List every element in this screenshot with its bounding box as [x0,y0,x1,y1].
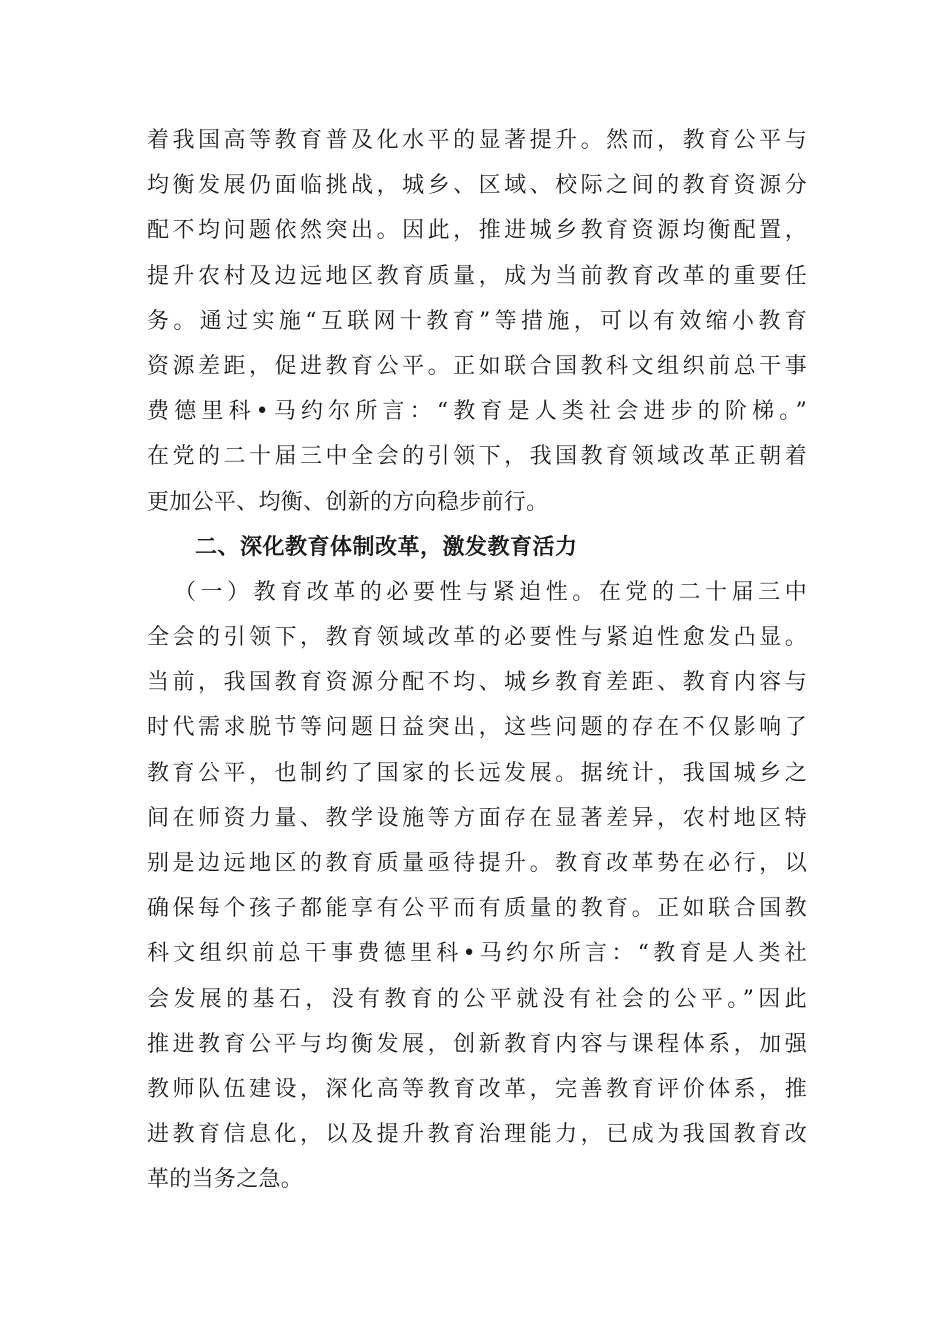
text-line: 间在师资力量、教学设施等方面存在显著差异，农村地区特 [147,805,807,831]
text-line: 更加公平、均衡、创新的方向稳步前行。 [147,489,549,515]
paragraph-1 [147,118,807,525]
text-line: （一）教育改革的必要性与紧迫性。在党的二十届三中 [174,579,807,605]
text-line: 推进教育公平与均衡发展，创新教育内容与课程体系，加强 [147,1031,807,1057]
text-line: 配不均问题依然突出。因此，推进城乡教育资源均衡配置， [147,218,807,244]
paragraph-2 [147,570,807,1203]
text-line: 进教育信息化，以及提升教育治理能力，已成为我国教育改 [147,1122,807,1148]
text-line: 均衡发展仍面临挑战，城乡、区域、校际之间的教育资源分 [147,173,807,199]
text-line: 会发展的基石，没有教育的公平就没有社会的公平。”因此 [147,986,807,1012]
text-line: 全会的引领下，教育领域改革的必要性与紧迫性愈发凸显。 [147,625,807,651]
text-line: 提升农村及边远地区教育质量，成为当前教育改革的重要任 [147,263,807,289]
text-line: 科文组织前总干事费德里科•马约尔所言：“教育是人类社 [147,941,807,967]
document-body [147,118,807,1203]
text-line: 资源差距，促进教育公平。正如联合国教科文组织前总干事 [147,353,807,379]
text-line: 别是边远地区的教育质量亟待提升。教育改革势在必行，以 [147,851,807,876]
text-line: 革的当务之急。 [147,1167,304,1193]
text-line: 务。通过实施“互联网十教育”等措施，可以有效缩小教育 [147,308,807,334]
text-line: 时代需求脱节等问题日益突出，这些问题的存在不仅影响了 [147,715,807,741]
section-heading: 二、深化教育体制改革，激发教育活力 [195,534,578,560]
text-line: 确保每个孩子都能享有公平而有质量的教育。正如联合国教 [147,896,807,922]
text-line: 教师队伍建设，深化高等教育改革，完善教育评价体系，推 [147,1076,807,1102]
text-line: 着我国高等教育普及化水平的显著提升。然而，教育公平与 [147,128,807,153]
text-line: 教育公平，也制约了国家的长远发展。据统计，我国城乡之 [147,760,807,786]
text-line: 费德里科•马约尔所言：“教育是人类社会进步的阶梯。” [147,399,807,425]
text-line: 当前，我国教育资源分配不均、城乡教育差距、教育内容与 [147,670,807,696]
text-line: 在党的二十届三中全会的引领下，我国教育领域改革正朝着 [147,444,807,470]
